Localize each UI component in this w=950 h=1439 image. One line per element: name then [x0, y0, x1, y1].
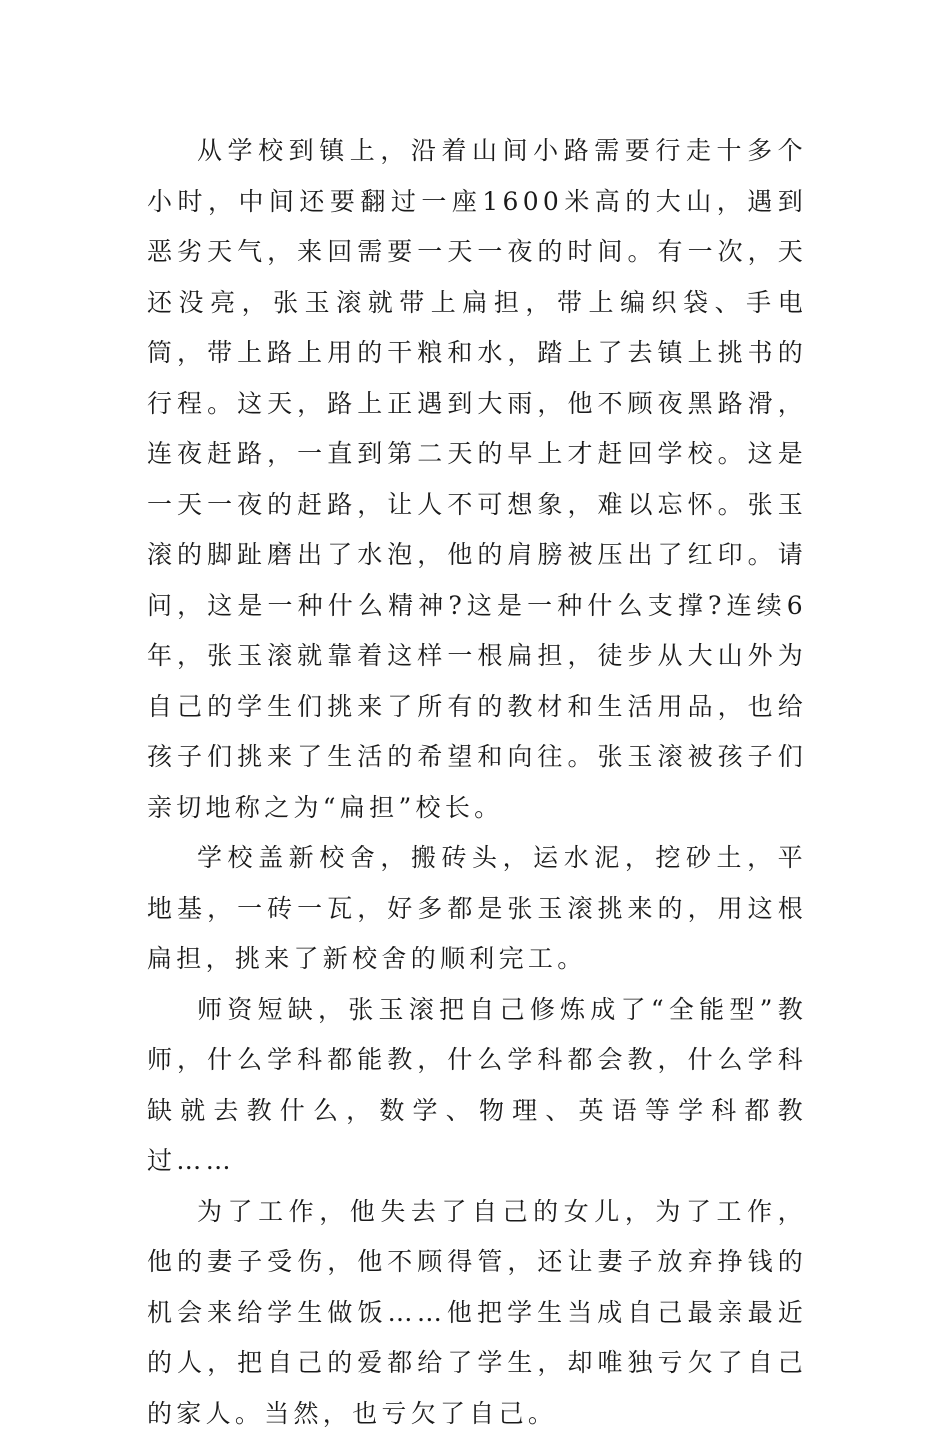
paragraph-4: 为了工作，他失去了自己的女儿，为了工作，他的妻子受伤，他不顾得管，还让妻子放弃挣钱的机会来给学生做饭……他把学生当成自己最亲最近的人，把自己的爱都给了学生，却唯独亏欠了自己的家人。当然，也亏欠了自己。 — [147, 1187, 807, 1439]
paragraph-1: 从学校到镇上，沿着山间小路需要行走十多个小时，中间还要翻过一座1600米高的大山，遇到恶劣天气，来回需要一天一夜的时间。有一次，天还没亮，张玉滚就带上扁担，带上编织袋、手电筒，带上路上用的干粮和水，踏上了去镇上挑书的行程。这天，路上正遇到大雨，他不顾夜黑路滑，连夜赶路，一直到第二天的早上才赶回学校。这是一天一夜的赶路，让人不可想象，难以忘怀。张玉滚的脚趾磨出了水泡，他的肩膀被压出了红印。请问，这是一种什么精神?这是一种什么支撑?连续6年，张玉滚就靠着这样一根扁担，徒步从大山外为自己的学生们挑来了所有的教材和生活用品，也给孩子们挑来了生活的希望和向往。张玉滚被孩子们亲切地称之为“扁担”校长。 — [147, 126, 807, 833]
paragraph-3: 师资短缺，张玉滚把自己修炼成了“全能型”教师，什么学科都能教，什么学科都会教，什么学科缺就去教什么，数学、物理、英语等学科都教过…… — [147, 985, 807, 1187]
body-text — [147, 126, 807, 1439]
paragraph-2: 学校盖新校舍，搬砖头，运水泥，挖砂土，平地基，一砖一瓦，好多都是张玉滚挑来的，用这根扁担，挑来了新校舍的顺利完工。 — [147, 833, 807, 985]
